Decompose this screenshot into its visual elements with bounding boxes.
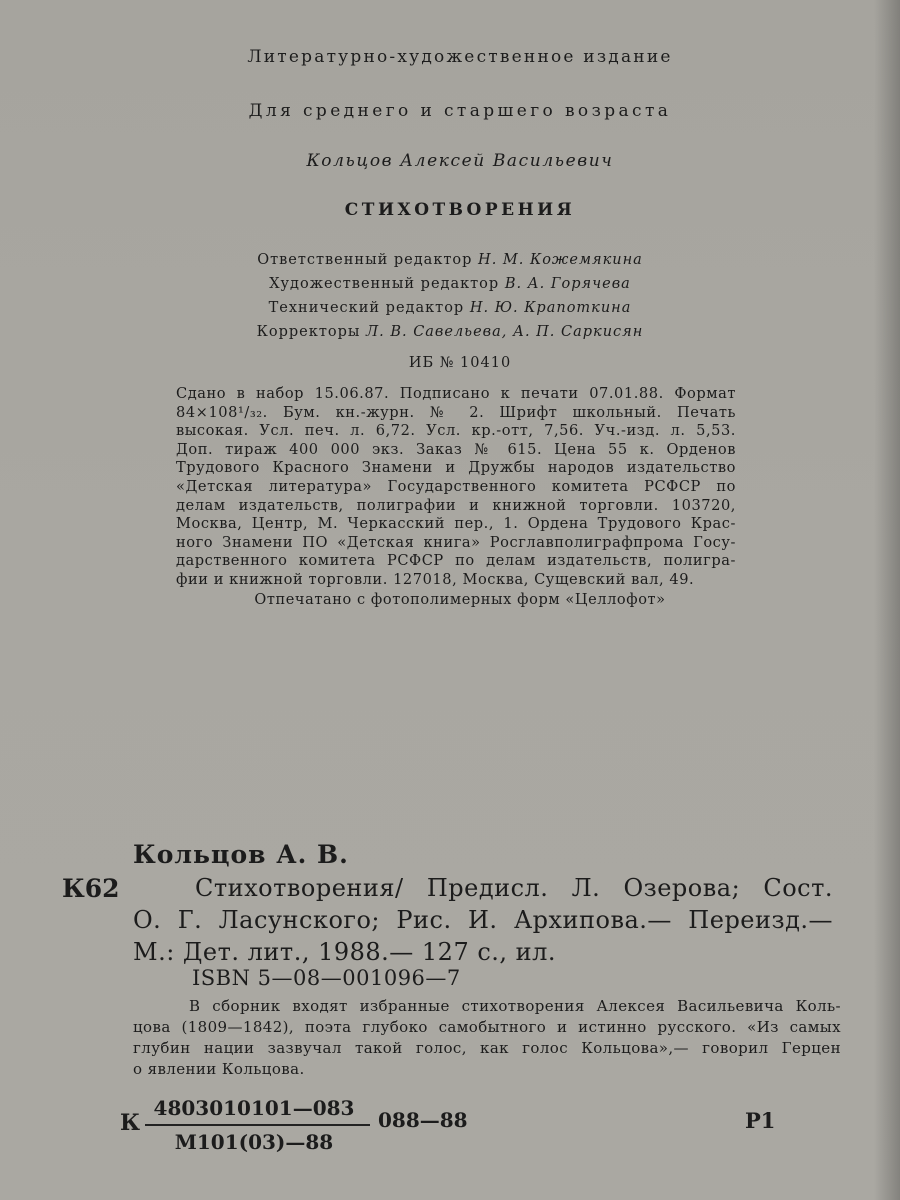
- credit-row: [180, 296, 720, 320]
- credit-name: Н. Ю. Крапоткина: [469, 300, 632, 316]
- page-fold-shadow: [874, 0, 900, 1200]
- imprint-block: [176, 385, 736, 590]
- ib-number: ИБ № 10410: [408, 355, 512, 371]
- credits: [180, 248, 720, 344]
- credit-role: Художественный редактор: [269, 276, 500, 292]
- biblio-description: [133, 872, 833, 968]
- annotation: [133, 996, 841, 1080]
- catalog-denominator: М101(03)—88: [174, 1130, 334, 1154]
- imprint-line: 84×108¹/₃₂. Бум. кн.-журн. № 2. Шрифт школьный. Печать: [176, 403, 736, 421]
- credit-role: Корректоры: [256, 324, 361, 340]
- imprint-line: Доп. тираж 400 000 экз. Заказ № 615. Цена 55 к. Орденов: [176, 440, 736, 458]
- annotation-line: о явлении Кольцова.: [133, 1060, 305, 1078]
- annotation-line: глубин нации зазвучал такой голос, как голос Кольцова»,— говорил Герцен: [133, 1039, 841, 1057]
- edition-type: Литературно-художественное издание: [247, 47, 673, 67]
- classification-code: К62: [62, 874, 120, 903]
- catalog-right-code: Р1: [745, 1108, 776, 1133]
- imprint-line: «Детская литература» Государственного комитета РСФСР по: [176, 477, 736, 495]
- audience: Для среднего и старшего возраста: [248, 101, 672, 121]
- biblio-line: О. Г. Ласунского; Рис. И. Архипова.— Переизд.—: [133, 906, 833, 934]
- biblio-line: Стихотворения/ Предисл. Л. Озерова; Сост.: [195, 874, 833, 902]
- imprint-line: дарственного комитета РСФСР по делам издательств, полигра-: [176, 552, 736, 570]
- imprint-line: Москва, Центр, М. Черкасский пер., 1. Ордена Трудового Крас-: [176, 515, 736, 533]
- imprint-line: делам издательств, полиграфии и книжной торговли. 103720,: [176, 496, 736, 514]
- credit-role: Ответственный редактор: [257, 252, 473, 268]
- imprint-line: фии и книжной торговли. 127018, Москва, Сущевский вал, 49.: [176, 570, 695, 588]
- annotation-line: В сборник входят избранные стихотворения Алексея Васильевича Коль-: [189, 997, 841, 1015]
- isbn: ISBN 5—08—001096—7: [192, 966, 461, 990]
- credit-row: [180, 272, 720, 296]
- imprint-line: Сдано в набор 15.06.87. Подписано к печати 07.01.88. Формат: [176, 385, 736, 402]
- imprint-line: высокая. Усл. печ. л. 6,72. Усл. кр.-отт, 7,56. Уч.-изд. л. 5,53.: [176, 422, 736, 440]
- credit-name: В. А. Горячева: [504, 276, 631, 292]
- fraction-rule: [145, 1124, 370, 1126]
- printed-note: Отпечатано с фотополимерных форм «Целлофот»: [254, 592, 666, 608]
- credit-role: Технический редактор: [268, 300, 465, 316]
- biblio-author: Кольцов А. В.: [133, 840, 349, 869]
- catalog-numerator: 4803010101—083: [153, 1096, 355, 1120]
- credit-row: [180, 248, 720, 272]
- annotation-line: цова (1809—1842), поэта глубоко самобытного и истинно русского. «Из самых: [133, 1018, 841, 1036]
- credit-row: [180, 320, 720, 344]
- author-full-name: Кольцов Алексей Васильевич: [306, 151, 614, 171]
- biblio-line: М.: Дет. лит., 1988.— 127 с., ил.: [133, 938, 557, 966]
- imprint-line: ного Знамени ПО «Детская книга» Росглавполиграфпрома Госу-: [176, 533, 736, 551]
- book-title: СТИХОТВОРЕНИЯ: [344, 200, 576, 220]
- credit-name: Н. М. Кожемякина: [478, 252, 643, 268]
- imprint-line: Трудового Красного Знамени и Дружбы народов издательство: [176, 459, 736, 477]
- catalog-middle-code: 088—88: [378, 1108, 468, 1132]
- credit-name: Л. В. Савельева, А. П. Саркисян: [366, 324, 644, 340]
- catalog-prefix: К: [120, 1110, 141, 1136]
